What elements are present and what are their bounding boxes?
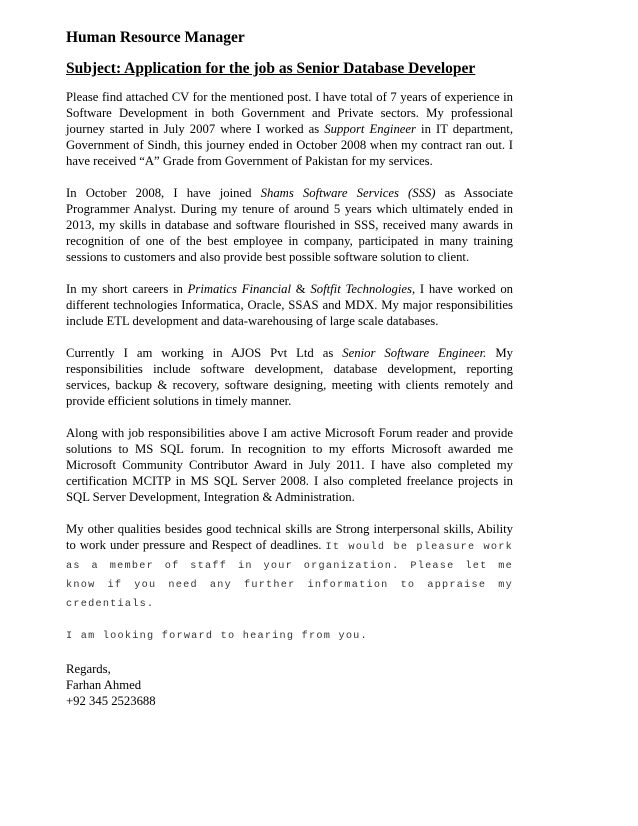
paragraph-6-text-a: My other qualities besides good technical skills are Strong interpersonal skills, Ability to work under pressure and Respect of deadlines. (66, 522, 513, 552)
paragraph-3 (66, 281, 513, 329)
paragraph-4-text-a: Currently I am working in AJOS Pvt Ltd as (66, 346, 343, 360)
paragraph-3-company-1: Primatics Financial (187, 282, 292, 296)
subject-line: Subject: Application for the job as Senior Database Developer (66, 60, 476, 77)
regards: Regards, (66, 662, 111, 676)
paragraph-4-text-b: My responsibilities include software development, database development, reporting services, backup & recovery, software designing, meeting with clients remotely and provide efficient solutions in timely manner. (66, 346, 513, 408)
cover-letter (66, 28, 513, 709)
paragraph-4-role: Senior Software Engineer. (342, 346, 487, 360)
paragraph-1-role: Support Engineer (324, 122, 416, 136)
recipient-heading: Human Resource Manager (66, 29, 245, 46)
paragraph-1 (66, 89, 513, 169)
paragraph-2-text-b: as Associate Programmer Analyst. During my tenure of around 5 years which ultimately ended in 2013, my skills in database and software flourished in SSS, received many awards in recognition of one of the best employee in company, participated in many training sessions to customers and also provide best possible software solution to client. (66, 186, 513, 264)
paragraph-3-amp: & (291, 282, 311, 296)
paragraph-1-text-b: in IT department, Government of Sindh, this journey ended in October 2008 when my contract ran out. I have received “A” Grade from Government of Pakistan for my services. (66, 122, 513, 168)
paragraph-1-text-a: Please find attached CV for the mentioned post. I have total of 7 years of experience in Software Development in both Government and Private sectors. My professional journey started in July 2007 where I worked as (66, 90, 513, 136)
paragraph-6-mono-text: It would be pleasure work as a member of staff in your organization. Please let me know if you need any further information to appraise my credentials. (66, 542, 513, 610)
signature-phone: +92 345 2523688 (66, 694, 156, 708)
paragraph-2-company: Shams Software Services (SSS) (260, 186, 436, 200)
signature-name: Farhan Ahmed (66, 678, 142, 692)
closing-line: I am looking forward to hearing from you. (66, 631, 368, 642)
paragraph-4 (66, 345, 513, 409)
paragraph-5: Along with job responsibilities above I am active Microsoft Forum reader and provide solutions to MS SQL forum. In recognition to my efforts Microsoft awarded me Microsoft Community Contributor Award in July 2011. I have also completed my certification MCITP in MS SQL Server 2008. I also completed freelance projects in SQL Server Development, Integration & Administration. (66, 426, 513, 504)
paragraph-6 (66, 521, 513, 613)
paragraph-3-company-2: Softfit Technologies, (310, 282, 416, 296)
paragraph-2 (66, 185, 513, 265)
paragraph-3-text-a: In my short careers in (66, 282, 188, 296)
paragraph-3-text-b: I have worked on different technologies Informatica, Oracle, SSAS and MDX. My major responsibilities include ETL development and data-warehousing of large scale databases. (66, 282, 514, 328)
paragraph-2-text-a: In October 2008, I have joined (66, 186, 261, 200)
